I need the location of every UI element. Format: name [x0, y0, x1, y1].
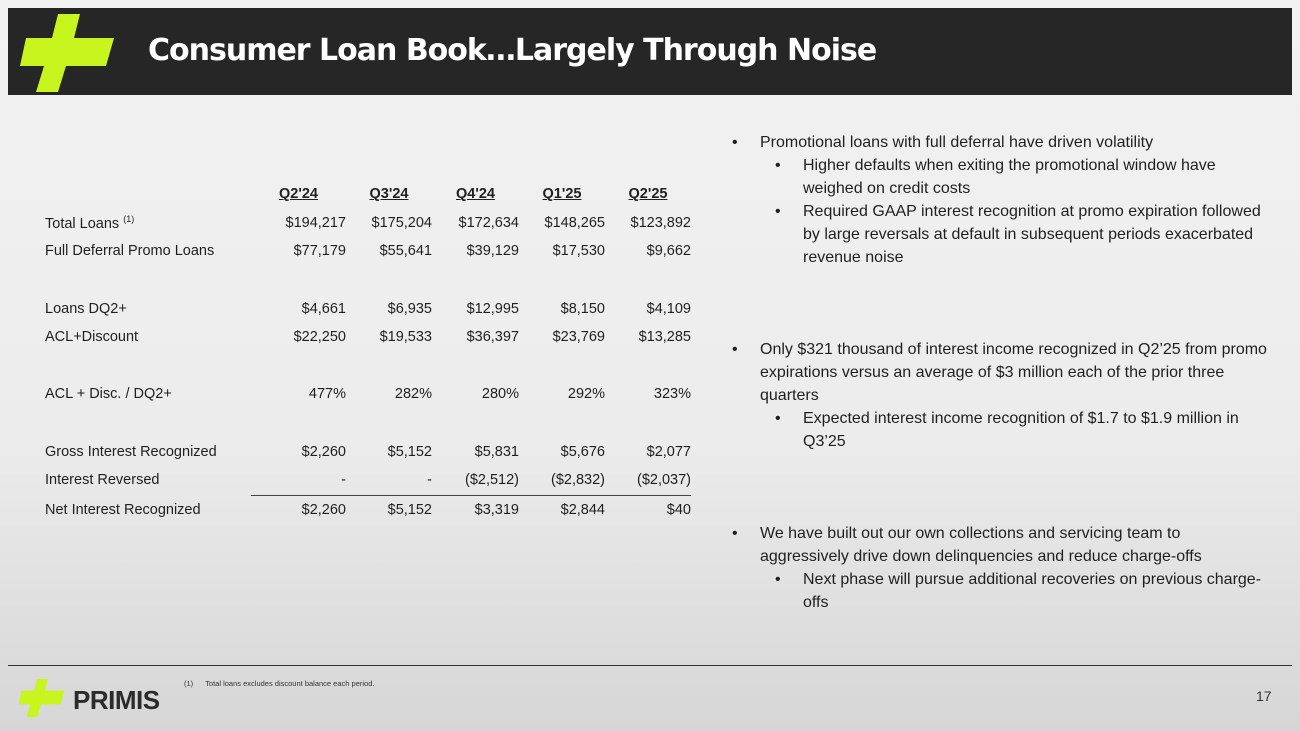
- table-cell: $2,260: [301, 501, 346, 518]
- footnote-text: Total loans excludes discount balance each period.: [205, 679, 375, 688]
- table-cell: 477%: [308, 386, 346, 403]
- sub-bullet-item: • Required GAAP interest recognition at promo expiration followed by large reversals at default in subsequent periods exacerbated revenue noise: [730, 200, 1270, 269]
- table-row: [40, 209, 691, 238]
- loan-table: [40, 180, 691, 524]
- table-cell: $5,676: [560, 443, 605, 460]
- row-label: Gross Interest Recognized: [45, 443, 217, 460]
- col-header: Q1'25: [542, 186, 582, 203]
- table-cell: ($2,037): [605, 466, 691, 495]
- table-cell: $5,831: [474, 443, 519, 460]
- table-cell: $12,995: [466, 300, 519, 317]
- table-cell: $55,641: [379, 243, 432, 260]
- table-cell: $2,260: [301, 443, 346, 460]
- table-cell: $13,285: [638, 329, 691, 346]
- table-cell: $2,077: [646, 443, 691, 460]
- page-number: 17: [1256, 688, 1272, 704]
- commentary-bullets: [730, 131, 1270, 614]
- table-cell: $36,397: [466, 329, 519, 346]
- table-cell: $17,530: [552, 243, 605, 260]
- bullet-item: • Only $321 thousand of interest income recognized in Q2’25 from promo expirations versus an average of $3 million each of the prior three quarters: [730, 338, 1270, 407]
- row-label: Net Interest Recognized: [45, 501, 201, 518]
- table-cell: ($2,512): [432, 466, 519, 495]
- footnote-number: (1): [184, 679, 194, 688]
- table-header-row: [40, 180, 691, 209]
- table-row: [40, 495, 691, 524]
- spacer-row: [40, 266, 691, 295]
- primis-logo-icon: [16, 679, 68, 717]
- footnote-marker: (1): [123, 213, 135, 224]
- table-cell: $175,204: [371, 214, 432, 231]
- row-label: ACL + Disc. / DQ2+: [45, 386, 172, 403]
- table-cell: $22,250: [293, 329, 346, 346]
- bullet-item: • Promotional loans with full deferral have driven volatility: [730, 131, 1270, 154]
- row-label: Full Deferral Promo Loans: [45, 243, 215, 260]
- sub-bullet-item: • Higher defaults when exiting the promotional window have weighed on credit costs: [730, 154, 1270, 200]
- table-row: [40, 380, 691, 409]
- title-bar: [8, 8, 1292, 95]
- table-cell: $77,179: [293, 243, 346, 260]
- table-cell: $9,662: [646, 243, 691, 260]
- table-cell: 280%: [481, 386, 519, 403]
- table-cell: $4,109: [646, 300, 691, 317]
- table-cell: $19,533: [379, 329, 432, 346]
- spacer-row: [40, 409, 691, 438]
- table-cell: -: [251, 466, 346, 495]
- col-header: Q3'24: [369, 186, 409, 203]
- footnote: [184, 679, 374, 688]
- table-cell: 323%: [653, 386, 691, 403]
- spacer-row: [40, 352, 691, 381]
- table-cell: -: [346, 466, 432, 495]
- table-cell: ($2,832): [519, 466, 605, 495]
- table-cell: $8,150: [560, 300, 605, 317]
- primis-logo-icon: [16, 14, 120, 92]
- footer-divider: [8, 665, 1292, 666]
- table-cell: $4,661: [301, 300, 346, 317]
- table-cell: $172,634: [458, 214, 519, 231]
- col-header: Q4'24: [456, 186, 495, 203]
- table-row: [40, 323, 691, 352]
- row-label: Total Loans $^{(1)}$: [45, 213, 135, 232]
- table-cell: $23,769: [552, 329, 605, 346]
- table-cell: $40: [666, 501, 691, 518]
- table-row: [40, 437, 691, 466]
- col-header: Q2'24: [279, 186, 318, 203]
- table-cell: $148,265: [544, 214, 605, 231]
- brand-name: PRIMIS: [73, 685, 160, 715]
- table-row: [40, 237, 691, 266]
- table-cell: $3,319: [474, 501, 519, 518]
- sub-bullet-item: • Next phase will pursue additional recoveries on previous charge-offs: [730, 568, 1270, 614]
- row-label: Interest Reversed: [45, 472, 160, 489]
- bullet-item: • We have built out our own collections and servicing team to aggressively drive down delinquencies and reduce charge-offs: [730, 522, 1270, 568]
- table-row: [40, 294, 691, 323]
- table-cell: $6,935: [387, 300, 432, 317]
- table-cell: $2,844: [560, 501, 605, 518]
- table-cell: 282%: [394, 386, 432, 403]
- sub-bullet-item: • Expected interest income recognition of $1.7 to $1.9 million in Q3’25: [730, 407, 1270, 453]
- row-label: Loans DQ2+: [45, 300, 127, 317]
- table-cell: $123,892: [630, 214, 691, 231]
- row-label: ACL+Discount: [45, 329, 139, 346]
- page-title: Consumer Loan Book…Largely Through Noise: [148, 33, 877, 68]
- table-cell: 292%: [567, 386, 605, 403]
- table-cell: $39,129: [466, 243, 519, 260]
- table-cell: $5,152: [387, 501, 432, 518]
- table-cell: $194,217: [285, 214, 346, 231]
- table-cell: $5,152: [387, 443, 432, 460]
- col-header: Q2'25: [628, 186, 668, 203]
- table-row: [40, 466, 691, 495]
